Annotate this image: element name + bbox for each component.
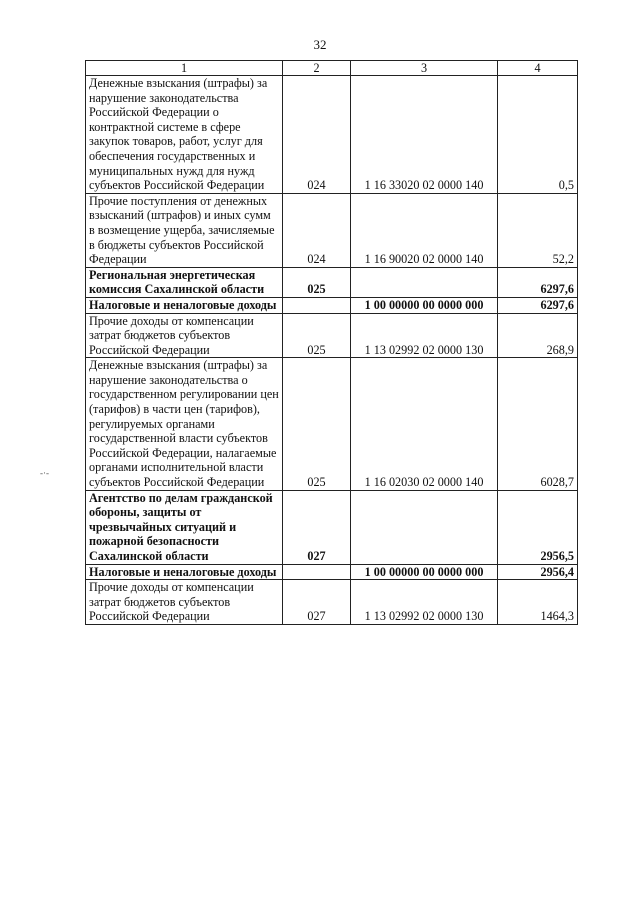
table-row bbox=[86, 267, 578, 297]
scan-mark: -·- bbox=[40, 468, 49, 478]
row-name-cell: Денежные взыскания (штрафы) за нарушение законодательства Российской Федерации о контрактной системе в сфере закупок товаров, работ, услуг для обеспечения государственных и муниципальных нужд для нужд субъектов Российской Федерации bbox=[86, 76, 283, 194]
row-code-cell: 025 bbox=[283, 267, 351, 297]
row-amount-cell: 268,9 bbox=[498, 313, 578, 358]
row-code-cell: 024 bbox=[283, 193, 351, 267]
row-name-cell: Прочие доходы от компенсации затрат бюджетов субъектов Российской Федерации bbox=[86, 313, 283, 358]
row-kbk-cell bbox=[351, 267, 498, 297]
row-code-cell: 027 bbox=[283, 580, 351, 625]
row-kbk-cell: 1 00 00000 00 0000 000 bbox=[351, 297, 498, 313]
row-code-cell: 025 bbox=[283, 358, 351, 490]
column-header-2: 2 bbox=[283, 61, 351, 76]
row-amount-cell: 6297,6 bbox=[498, 267, 578, 297]
row-amount-cell: 2956,4 bbox=[498, 564, 578, 580]
table-row bbox=[86, 564, 578, 580]
table-body bbox=[86, 76, 578, 625]
row-name-cell: Налоговые и неналоговые доходы bbox=[86, 297, 283, 313]
table-row bbox=[86, 313, 578, 358]
table-row bbox=[86, 358, 578, 490]
row-name-cell: Прочие доходы от компенсации затрат бюджетов субъектов Российской Федерации bbox=[86, 580, 283, 625]
row-name-cell: Агентство по делам гражданской обороны, защиты от чрезвычайных ситуаций и пожарной безопасности Сахалинской области bbox=[86, 490, 283, 564]
row-kbk-cell: 1 00 00000 00 0000 000 bbox=[351, 564, 498, 580]
revenue-table bbox=[85, 60, 578, 625]
row-kbk-cell: 1 13 02992 02 0000 130 bbox=[351, 580, 498, 625]
row-code-cell: 024 bbox=[283, 76, 351, 194]
row-amount-cell: 6297,6 bbox=[498, 297, 578, 313]
row-name-cell: Прочие поступления от денежных взысканий (штрафов) и иных сумм в возмещение ущерба, зачисляемые в бюджеты субъектов Российской Федерации bbox=[86, 193, 283, 267]
column-header-4: 4 bbox=[498, 61, 578, 76]
row-kbk-cell: 1 16 33020 02 0000 140 bbox=[351, 76, 498, 194]
row-code-cell bbox=[283, 297, 351, 313]
row-kbk-cell: 1 13 02992 02 0000 130 bbox=[351, 313, 498, 358]
row-kbk-cell bbox=[351, 490, 498, 564]
row-amount-cell: 6028,7 bbox=[498, 358, 578, 490]
row-name-cell: Региональная энергетическая комиссия Сахалинской области bbox=[86, 267, 283, 297]
row-amount-cell: 0,5 bbox=[498, 76, 578, 194]
table-row bbox=[86, 580, 578, 625]
column-header-3: 3 bbox=[351, 61, 498, 76]
table-row bbox=[86, 297, 578, 313]
table-row bbox=[86, 193, 578, 267]
row-kbk-cell: 1 16 90020 02 0000 140 bbox=[351, 193, 498, 267]
table-row bbox=[86, 490, 578, 564]
header-row bbox=[86, 61, 578, 76]
row-code-cell bbox=[283, 564, 351, 580]
row-kbk-cell: 1 16 02030 02 0000 140 bbox=[351, 358, 498, 490]
row-code-cell: 027 bbox=[283, 490, 351, 564]
column-header-1: 1 bbox=[86, 61, 283, 76]
row-code-cell: 025 bbox=[283, 313, 351, 358]
table-row bbox=[86, 76, 578, 194]
row-name-cell: Денежные взыскания (штрафы) за нарушение законодательства о государственном регулировании цен (тарифов) в части цен (тарифов), регулируемых органами государственной власти субъектов Российской Федерации, налагаемые органами исполнительной власти субъектов Российской Федерации bbox=[86, 358, 283, 490]
row-amount-cell: 1464,3 bbox=[498, 580, 578, 625]
row-amount-cell: 2956,5 bbox=[498, 490, 578, 564]
page-number: 32 bbox=[313, 37, 327, 52]
row-amount-cell: 52,2 bbox=[498, 193, 578, 267]
row-name-cell: Налоговые и неналоговые доходы bbox=[86, 564, 283, 580]
